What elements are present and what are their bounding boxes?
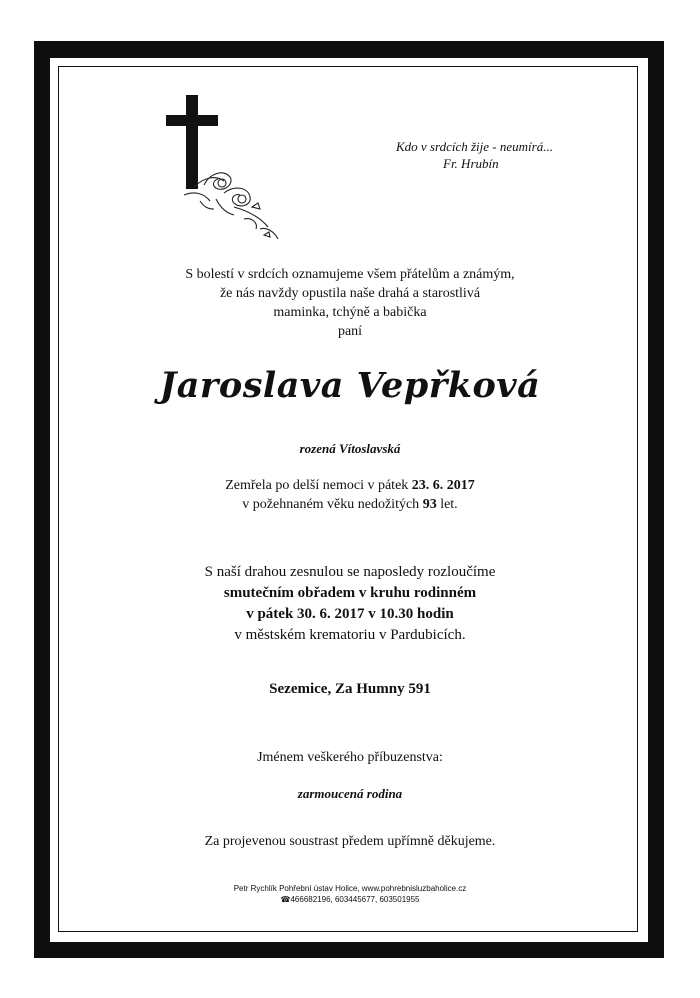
death-line-1 bbox=[0, 476, 700, 495]
motto bbox=[396, 138, 553, 172]
death-date: 23. 6. 2017 bbox=[411, 478, 475, 493]
ceremony-line-1: S naší drahou zesnulou se naposledy rozloučíme bbox=[204, 564, 496, 580]
age-text: v požehnaném věku nedožitých bbox=[242, 497, 423, 512]
telephone-icon: ☎ bbox=[280, 895, 291, 904]
maiden-name: rozená Vítoslavská bbox=[299, 441, 401, 456]
intro-line: paní bbox=[337, 324, 363, 339]
intro-line: že nás navždy opustila naše drahá a starostlivá bbox=[219, 286, 481, 301]
ceremony-line-4: v městském krematoriu v Pardubicích. bbox=[234, 627, 466, 643]
family-signature: zarmoucená rodina bbox=[297, 786, 403, 801]
footer-phones: 466682196, 603445677, 603501955 bbox=[290, 895, 420, 904]
intro-line: maminka, tchýně a babička bbox=[273, 305, 427, 320]
death-text: Zemřela po delší nemoci v pátek bbox=[225, 478, 412, 493]
motto-quote: Kdo v srdcích žije - neumírá... bbox=[396, 139, 553, 154]
intro-line: S bolestí v srdcích oznamujeme všem přátelům a známým, bbox=[185, 267, 515, 282]
ceremony-line-2: smutečním obřadem v kruhu rodinném bbox=[223, 585, 477, 601]
family-intro: Jménem veškerého příbuzenstva: bbox=[257, 750, 443, 765]
death-age: 93 bbox=[422, 497, 437, 512]
cross-with-flowers-icon bbox=[164, 95, 284, 245]
deceased-name: Jaroslava Vepřková bbox=[159, 365, 541, 406]
funeral-service-footer bbox=[0, 883, 700, 905]
announcement-intro bbox=[0, 265, 700, 341]
death-details bbox=[0, 476, 700, 514]
family-address: Sezemice, Za Humny 591 bbox=[269, 681, 431, 697]
ceremony-details bbox=[0, 562, 700, 646]
thanks-line: Za projevenou soustrast předem upřímně děkujeme. bbox=[204, 834, 496, 849]
death-line-2 bbox=[0, 495, 700, 514]
footer-company: Petr Rychlík Pohřební ústav Holice, www.pohrebnisluzbaholice.cz bbox=[233, 884, 467, 893]
motto-author: Fr. Hrubín bbox=[443, 156, 499, 171]
age-suffix: let. bbox=[436, 497, 458, 512]
footer-phones-line bbox=[0, 894, 700, 905]
ceremony-line-3: v pátek 30. 6. 2017 v 10.30 hodin bbox=[246, 606, 454, 622]
